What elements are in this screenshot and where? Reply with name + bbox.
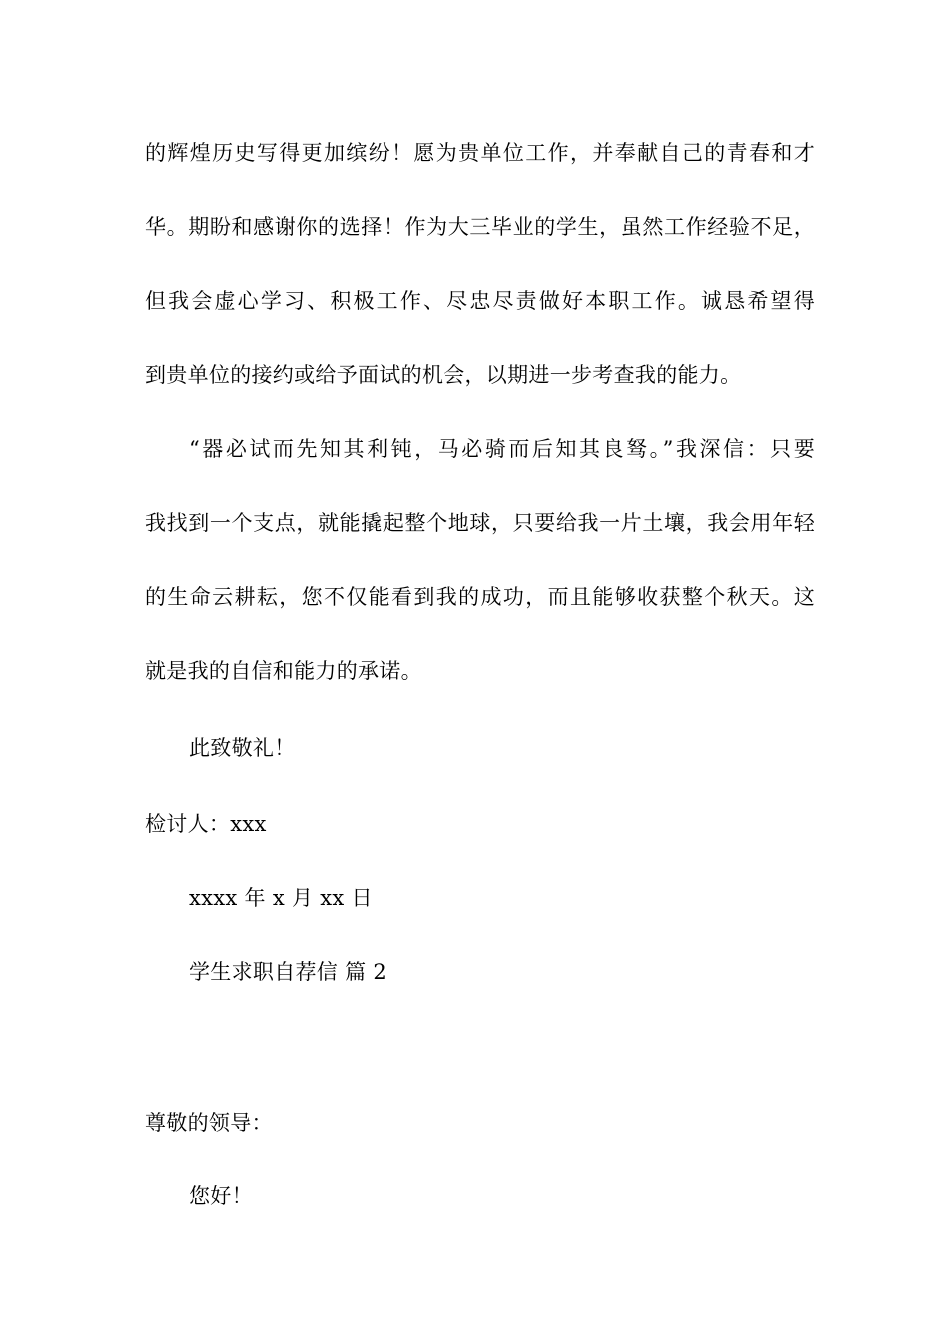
date-line: xxxx 年 x 月 xx 日 — [189, 886, 373, 910]
paragraph1-line-3: 但我会虚心学习、积极工作、尽忠尽责做好本职工作。诚恳希望得 — [145, 289, 815, 313]
salutation: 尊敬的领导： — [145, 1111, 273, 1135]
paragraph1-line-2: 华。期盼和感谢你的选择！作为大三毕业的学生，虽然工作经验不足， — [145, 215, 815, 239]
paragraph1-line-4: 到贵单位的接约或给予面试的机会，以期进一步考查我的能力。 — [145, 363, 742, 387]
paragraph2-line-3: 的生命云耕耘，您不仅能看到我的成功，而且能够收获整个秋天。这 — [145, 585, 815, 609]
paragraph2-line-2: 我找到一个支点，就能撬起整个地球，只要给我一片土壤，我会用年轻 — [145, 511, 815, 535]
signature-line: 检讨人：xxx — [145, 812, 267, 836]
section-heading: 学生求职自荐信 篇 2 — [189, 960, 388, 984]
greeting: 您好！ — [189, 1184, 253, 1208]
paragraph2-line-1: “器必试而先知其利钝，马必骑而后知其良驽。”我深信：只要 — [189, 437, 815, 461]
closing-text: 此致敬礼！ — [189, 736, 296, 760]
paragraph1-line-1: 的辉煌历史写得更加缤纷！愿为贵单位工作，并奉献自己的青春和才 — [145, 141, 815, 165]
paragraph2-line-4: 就是我的自信和能力的承诺。 — [145, 659, 422, 683]
